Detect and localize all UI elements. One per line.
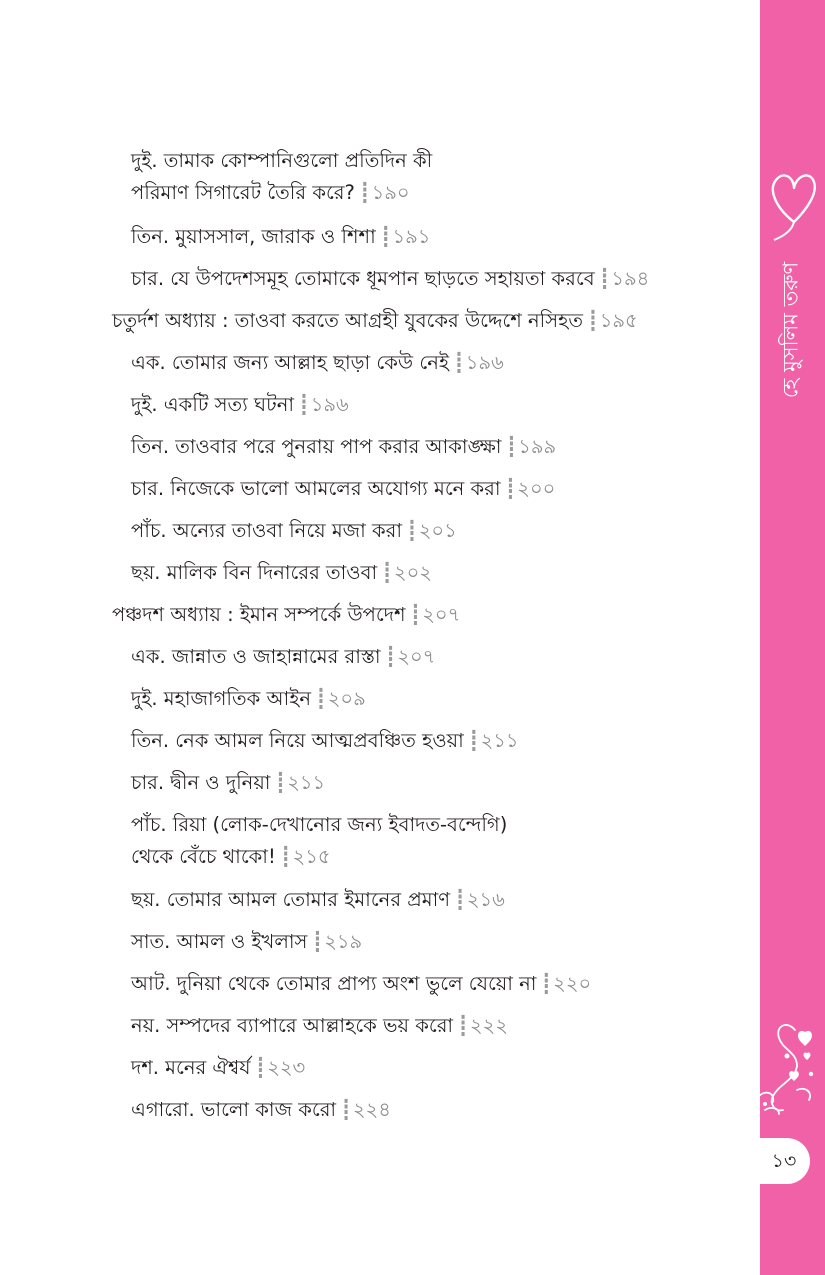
toc-entry <box>131 1010 508 1042</box>
toc-page-number: ২১১ <box>287 771 326 794</box>
toc-entry-text: পাঁচ. রিয়া (লোক-দেখানোর জন্য ইবাদত-বন্দেগি) <box>131 813 508 836</box>
separator-mark: ┋ <box>254 1056 266 1079</box>
toc-entry-text: তিন. তাওবার পরে পুনরায় পাপ করার আকাঙ্ক্ষা <box>131 435 502 458</box>
book-title: হে মুসলিম তরুণ <box>778 261 803 399</box>
toc-entry <box>131 683 366 715</box>
separator-mark: ┋ <box>409 603 421 626</box>
toc-page-number: ২০৭ <box>422 603 461 626</box>
toc-page-number: ২১৫ <box>292 845 331 868</box>
toc-entry-text: পঞ্চদশ অধ্যায় : ইমান সম্পর্কে উপদেশ <box>112 603 406 626</box>
toc-entry <box>131 263 649 295</box>
heart-flourish-icon <box>735 1010 825 1120</box>
toc-entry <box>131 389 349 421</box>
separator-mark: ┋ <box>298 393 309 416</box>
separator-mark: ┋ <box>406 519 417 542</box>
toc-entry <box>131 221 430 253</box>
separator-mark: ┋ <box>540 972 552 995</box>
toc-page-number: ২০১ <box>418 519 457 542</box>
toc-page-number: ১৯০ <box>371 181 410 204</box>
toc-entry-text: ছয়. মালিক বিন দিনারের তাওবা <box>131 561 378 584</box>
toc-page-number: ১৯৪ <box>611 267 650 290</box>
separator-mark: ┋ <box>274 771 286 794</box>
separator-mark: ┋ <box>311 930 323 953</box>
separator-mark: ┋ <box>314 687 326 710</box>
toc-page-number: ১৯৬ <box>465 351 504 374</box>
toc-page-number: ২২৩ <box>267 1056 306 1079</box>
toc-entry <box>131 767 325 799</box>
toc-entry <box>131 515 457 547</box>
separator-mark: ┋ <box>358 181 370 204</box>
toc-entry <box>131 926 362 958</box>
separator-mark: ┋ <box>381 561 392 584</box>
toc-chapter <box>112 305 638 337</box>
toc-entry-text: এগারো. ভালো কাজ করো <box>131 1098 337 1121</box>
toc-page-number: ১৯৯ <box>518 435 557 458</box>
toc-entry-text: দুই. একটি সত্য ঘটনা <box>131 393 294 416</box>
toc-entry-text: দশ. মনের ঐশ্বর্য <box>131 1056 251 1079</box>
toc-entry <box>131 809 507 873</box>
toc-page-number: ২১৯ <box>324 930 363 953</box>
toc-page-number: ১৯৫ <box>599 309 638 332</box>
toc-entry-text: চার. নিজেকে ভালো আমলের অযোগ্য মনে করা <box>131 477 501 500</box>
toc-page-number: ২২০ <box>553 972 592 995</box>
toc-entry-text: চার. দ্বীন ও দুনিয়া <box>131 771 271 794</box>
separator-mark: ┋ <box>279 845 291 868</box>
toc-entry <box>131 431 556 463</box>
toc-page-number: ২০৭ <box>397 645 436 668</box>
toc-entry <box>131 473 555 505</box>
toc-entry-text: এক. জান্নাত ও জাহান্নামের রাস্তা <box>131 645 381 668</box>
toc-page-number: ২১১ <box>480 729 519 752</box>
toc-entry-text: দুই. তামাক কোম্পানিগুলো প্রতিদিন কী <box>131 149 433 172</box>
toc-entry <box>131 968 591 1000</box>
toc-entry-text: পাঁচ. অন্যের তাওবা নিয়ে মজা করা <box>131 519 402 542</box>
toc-entry <box>131 347 504 379</box>
separator-mark: ┋ <box>454 888 465 911</box>
toc-page-number: ২২২ <box>469 1014 508 1037</box>
toc-entry <box>131 145 432 209</box>
separator-mark: ┋ <box>340 1098 351 1121</box>
separator-mark: ┋ <box>384 645 396 668</box>
page-number: ১৩ <box>758 1138 810 1184</box>
toc-entry-text: এক. তোমার জন্য আল্লাহ ছাড়া কেউ নেই <box>131 351 450 374</box>
toc-entry <box>131 641 435 673</box>
separator-mark: ┋ <box>505 435 517 458</box>
toc-page-number: ২০২ <box>393 561 432 584</box>
toc-entry-text: চতুর্দশ অধ্যায় : তাওবা করতে আগ্রহী যুবকের উদ্দেশে নসিহত <box>112 309 583 332</box>
toc-page-number: ২০৯ <box>327 687 366 710</box>
separator-mark: ┋ <box>457 1014 468 1037</box>
toc-entry-text: তিন. নেক আমল নিয়ে আত্মপ্রবঞ্চিত হওয়া <box>131 729 464 752</box>
toc-entry-text: সাত. আমল ও ইখলাস <box>131 930 308 953</box>
separator-mark: ┋ <box>453 351 464 374</box>
toc-entry <box>131 1094 391 1126</box>
toc-entry-text: থেকে বেঁচে থাকো! <box>131 845 276 868</box>
separator-mark: ┋ <box>598 267 610 290</box>
toc-entry-text: নয়. সম্পদের ব্যাপারে আল্লাহকে ভয় করো <box>131 1014 454 1037</box>
separator-mark: ┋ <box>379 225 391 248</box>
toc-page-number: ২১৬ <box>466 888 505 911</box>
toc-entry-text: তিন. মুয়াসসাল, জারাক ও শিশা <box>131 225 376 248</box>
toc-entry <box>131 884 505 916</box>
toc-page-number: ১৯৬ <box>310 393 349 416</box>
toc-entry <box>131 557 432 589</box>
separator-mark: ┋ <box>467 729 479 752</box>
separator-mark: ┋ <box>586 309 598 332</box>
toc-page-number: ১৯১ <box>392 225 431 248</box>
toc-entry <box>131 725 519 757</box>
toc-entry-text: দুই. মহাজাগতিক আইন <box>131 687 311 710</box>
toc-entry-text: চার. যে উপদেশসমূহ তোমাকে ধূমপান ছাড়তে সহায়তা করবে <box>131 267 595 290</box>
toc-entry-text: আট. দুনিয়া থেকে তোমার প্রাপ্য অংশ ভুলে যেয়ো না <box>131 972 537 995</box>
toc-entry-text: ছয়. তোমার আমল তোমার ইমানের প্রমাণ <box>131 888 451 911</box>
toc-chapter <box>112 599 460 631</box>
toc-entry-line <box>131 841 507 873</box>
toc-page-number: ২০০ <box>517 477 556 500</box>
toc-entry <box>131 1052 305 1084</box>
toc-entry-line <box>131 177 432 209</box>
separator-mark: ┋ <box>504 477 516 500</box>
toc-entry-text: পরিমাণ সিগারেট তৈরি করে? <box>131 181 355 204</box>
heart-outline-icon <box>754 160 825 250</box>
toc-page-number: ২২৪ <box>352 1098 391 1121</box>
